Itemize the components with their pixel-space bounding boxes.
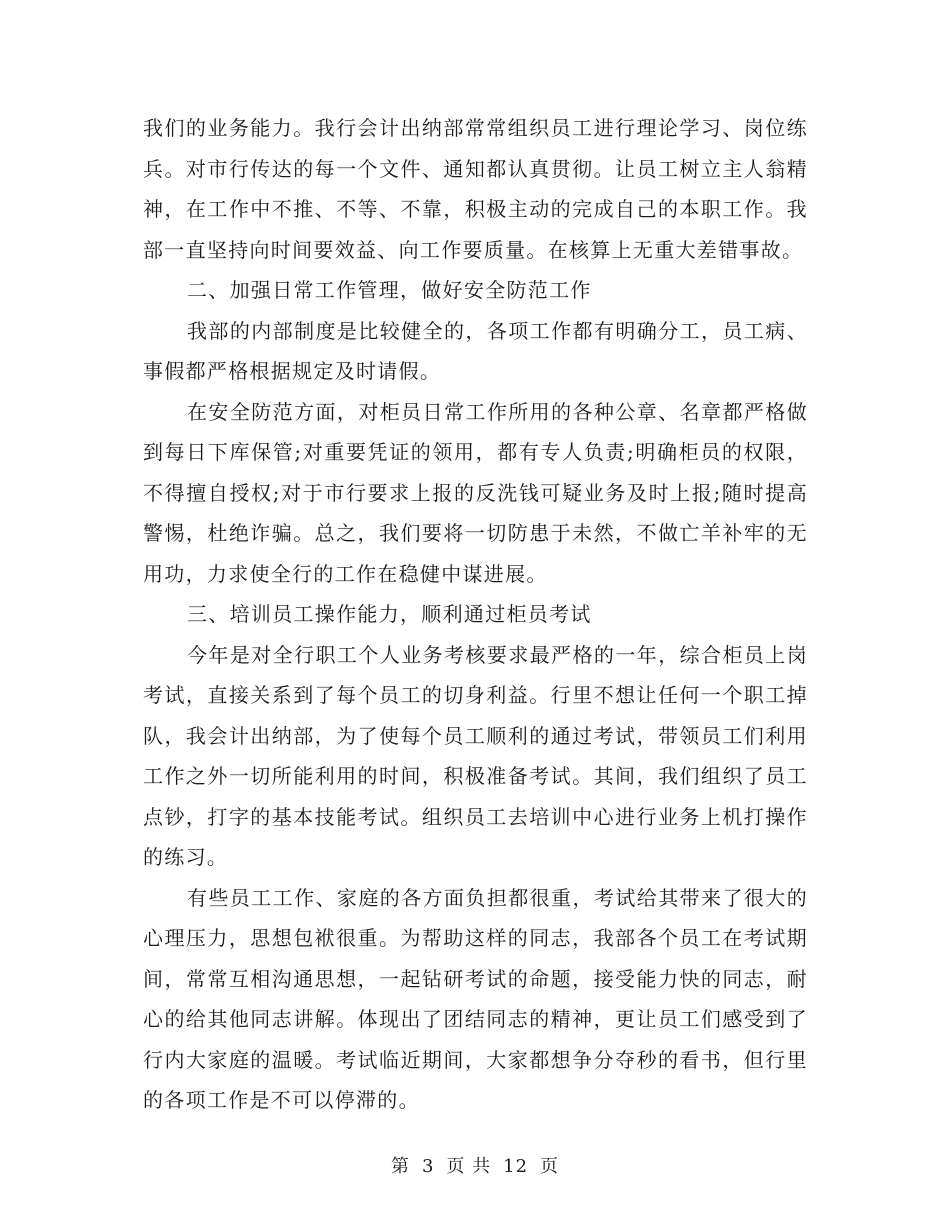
document-body [143,108,808,1121]
paragraph: 有些员工工作、家庭的各方面负担都很重，考试给其带来了很大的心理压力，思想包袱很重。为帮助这样的同志，我部各个员工在考试期间，常常互相沟通思想，一起钻研考试的命题，接受能力快的同志，耐心的给其他同志讲解。体现出了团结同志的精神，更让员工们感受到了行内大家庭的温暖。考试临近期间，大家都想争分夺秒的看书，但行里的各项工作是不可以停滞的。 [143,885,808,1112]
paragraph: 我部的内部制度是比较健全的，各项工作都有明确分工，员工病、事假都严格根据规定及时请假。 [143,318,808,383]
paragraph: 在安全防范方面，对柜员日常工作所用的各种公章、名章都严格做到每日下库保管;对重要凭证的领用，都有专人负责;明确柜员的权限，不得擅自授权;对于市行要求上报的反洗钱可疑业务及时上报;随时提高警惕，杜绝诈骗。总之，我们要将一切防患于未然，不做亡羊补牢的无用功，力求使全行的工作在稳健中谋进展。 [143,399,808,586]
section-heading-3: 三、培训员工操作能力，顺利通过柜员考试 [187,602,592,626]
paragraph: 今年是对全行职工个人业务考核要求最严格的一年，综合柜员上岗考试，直接关系到了每个员工的切身利益。行里不想让任何一个职工掉队，我会计出纳部，为了使每个员工顺利的通过考试，带领员工们利用工作之外一切所能利用的时间，积极准备考试。其间，我们组织了员工点钞，打字的基本技能考试。组织员工去培训中心进行业务上机打操作的练习。 [143,642,808,869]
footer-prefix: 第 [390,1156,410,1177]
page-footer [0,1152,950,1178]
current-page-number: 3 [421,1156,435,1177]
section-heading-2: 二、加强日常工作管理，做好安全防范工作 [187,278,592,302]
footer-suffix: 页 [540,1156,560,1177]
footer-middle: 页 共 [446,1156,492,1177]
paragraph-continued: 我们的业务能力。我行会计出纳部常常组织员工进行理论学习、岗位练兵。对市行传达的每一个文件、通知都认真贯彻。让员工树立主人翁精神，在工作中不推、不等、不靠，积极主动的完成自己的本职工作。我部一直坚持向时间要效益、向工作要质量。在核算上无重大差错事故。 [143,116,808,262]
total-pages-number: 12 [503,1156,529,1177]
